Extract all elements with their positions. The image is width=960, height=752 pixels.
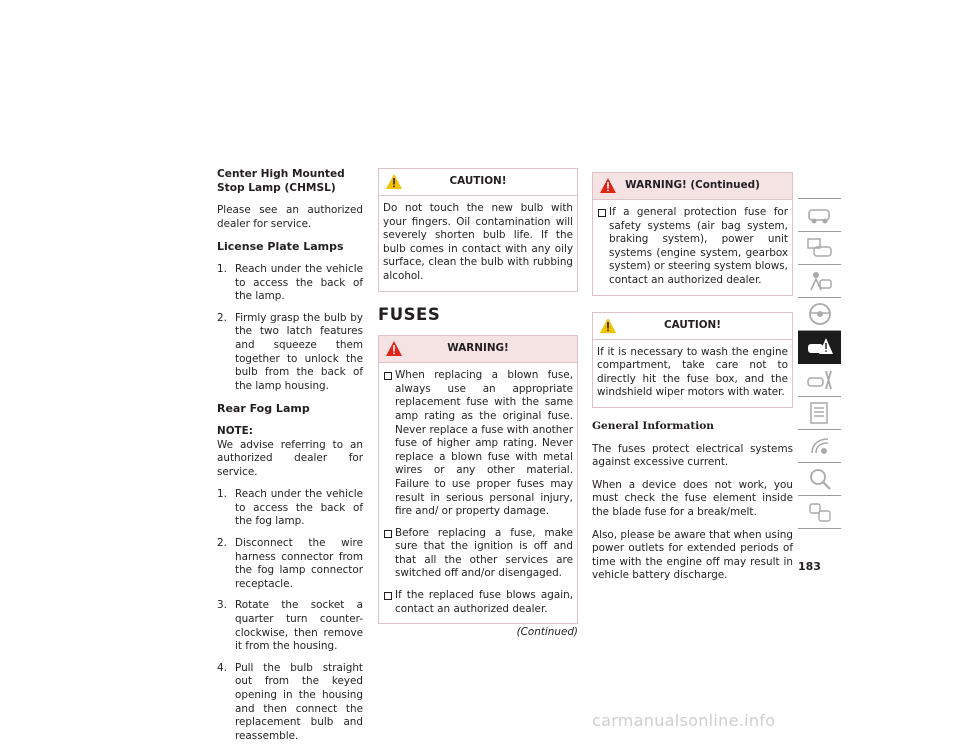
warning-triangle-icon (599, 177, 617, 194)
car-mail-icon (806, 235, 834, 261)
list-item: If the replaced fuse blows again, contact an authorized dealer. (383, 589, 573, 616)
list-item: 2. Disconnect the wire harness connector from the fog lamp connector receptacle. (217, 537, 363, 590)
warning-triangle-icon (385, 340, 403, 357)
chmsl-paragraph: Please see an authorized dealer for service. (217, 204, 363, 230)
caution-triangle-icon (385, 173, 403, 190)
tab-in-case-of-emergency[interactable] (798, 331, 841, 364)
middle-column (378, 168, 578, 640)
general-paragraph: The fuses protect electrical systems against excessive current. (592, 442, 793, 469)
list-item: 4. Pull the bulb straight out from the keyed opening in the housing and then connect the replacement bulb and reassemble. (217, 661, 363, 742)
note-label: NOTE: (217, 424, 253, 437)
caution-box-2 (592, 312, 793, 408)
general-info-heading: General Information (592, 419, 715, 432)
tab-index[interactable] (798, 463, 841, 496)
multimedia-icon (806, 433, 834, 459)
tab-getting-to-know[interactable] (798, 232, 841, 265)
language-icon (806, 499, 834, 525)
checkbox-bullet-icon (384, 592, 392, 600)
list-item: 1. Reach under the vehicle to access the back of the lamp. (217, 262, 363, 303)
note-text: We advise referring to an authorized dealer for service. (217, 438, 363, 478)
tab-dashboard[interactable] (798, 198, 841, 232)
list-item: When replacing a blown fuse, always use an appropriate replacement fuse with the same amp rating as the original fuse. Never replace a fuse with another fuse of higher amp rating. Never replace a blown fuse with metal wires or any other material. Failure to use proper fuses may result in serious personal injury, fire and/ or property damage. (383, 369, 573, 519)
tab-technical-specifications[interactable] (798, 397, 841, 430)
warning-continued-header (593, 173, 792, 200)
tab-starting-operating[interactable] (798, 298, 841, 331)
license-plate-steps (217, 263, 363, 393)
tab-safety[interactable] (798, 265, 841, 298)
general-paragraph: Also, please be aware that when using power outlets for extended periods of time with the engine off may result in vehicle battery discharge. (592, 528, 793, 582)
specifications-list-icon (806, 400, 834, 426)
tab-servicing-maintenance[interactable] (798, 364, 841, 397)
caution-title-2: CAUTION! (663, 318, 721, 331)
caution-title: CAUTION! (449, 175, 507, 188)
warning-list (383, 369, 573, 616)
footer-watermark[interactable]: carmanualsonline.info (592, 711, 776, 730)
list-item: Before replacing a fuse, make sure that the ignition is off and that all the other services are switched off and/or disengaged. (383, 527, 573, 581)
list-item: If a general protection fuse for safety systems (air bag system, braking system), power unit systems (engine system, gearbox system) or steering system blows, contact an authorized dealer. (597, 206, 788, 288)
car-dashboard-icon (806, 202, 834, 228)
section-title: FUSES (378, 304, 441, 324)
list-item: 3. Rotate the socket a quarter turn counter-clockwise, then remove it from the housing. (217, 599, 363, 653)
checkbox-bullet-icon (598, 209, 606, 217)
caution-text: Do not touch the new bulb with your fingers. Oil contamination will severely shorten bulb life. If the bulb comes in contact with any oily surface, clean the bulb with rubbing alcohol. (383, 202, 573, 282)
caution-header-2 (593, 313, 792, 340)
warning-header (379, 336, 577, 363)
checkbox-bullet-icon (384, 372, 392, 380)
tab-multimedia[interactable] (798, 430, 841, 463)
steering-wheel-icon (806, 301, 834, 327)
rear-fog-steps (217, 488, 363, 743)
tab-language[interactable] (798, 496, 841, 529)
warning-continued-box (592, 172, 793, 296)
warning-title: WARNING! (447, 342, 509, 355)
left-column (217, 168, 363, 752)
car-service-icon (806, 367, 834, 393)
chmsl-heading: Center High Mounted Stop Lamp (CHMSL) (217, 168, 345, 194)
page-number: 183 (798, 560, 821, 573)
checkbox-bullet-icon (384, 530, 392, 538)
warning-continued-title: WARNING! (Continued) (625, 179, 760, 192)
search-index-icon (806, 466, 834, 492)
warning-continued-list (597, 206, 788, 288)
warning-box (378, 335, 578, 624)
list-item: 2. Firmly grasp the bulb by the two latch features and squeeze them together to unlock the bulb from the back of the lamp housing. (217, 311, 363, 392)
caution-header (379, 169, 577, 196)
chapter-tabs (798, 198, 841, 529)
license-plate-heading: License Plate Lamps (217, 240, 344, 254)
caution-triangle-icon (599, 317, 617, 334)
car-warning-icon (806, 334, 834, 360)
car-safety-icon (806, 268, 834, 294)
general-paragraph: When a device does not work, you must check the fuse element inside the blade fuse for a break/melt. (592, 478, 793, 518)
rear-fog-heading: Rear Fog Lamp (217, 402, 310, 416)
right-column (592, 172, 793, 592)
caution-text-2: If it is necessary to wash the engine compartment, take care not to directly hit the fuse box, and the windshield wiper motors with water. (597, 345, 788, 399)
caution-box (378, 168, 578, 292)
list-item: 1. Reach under the vehicle to access the back of the fog lamp. (217, 488, 363, 528)
continued-label: (Continued) (516, 626, 578, 639)
